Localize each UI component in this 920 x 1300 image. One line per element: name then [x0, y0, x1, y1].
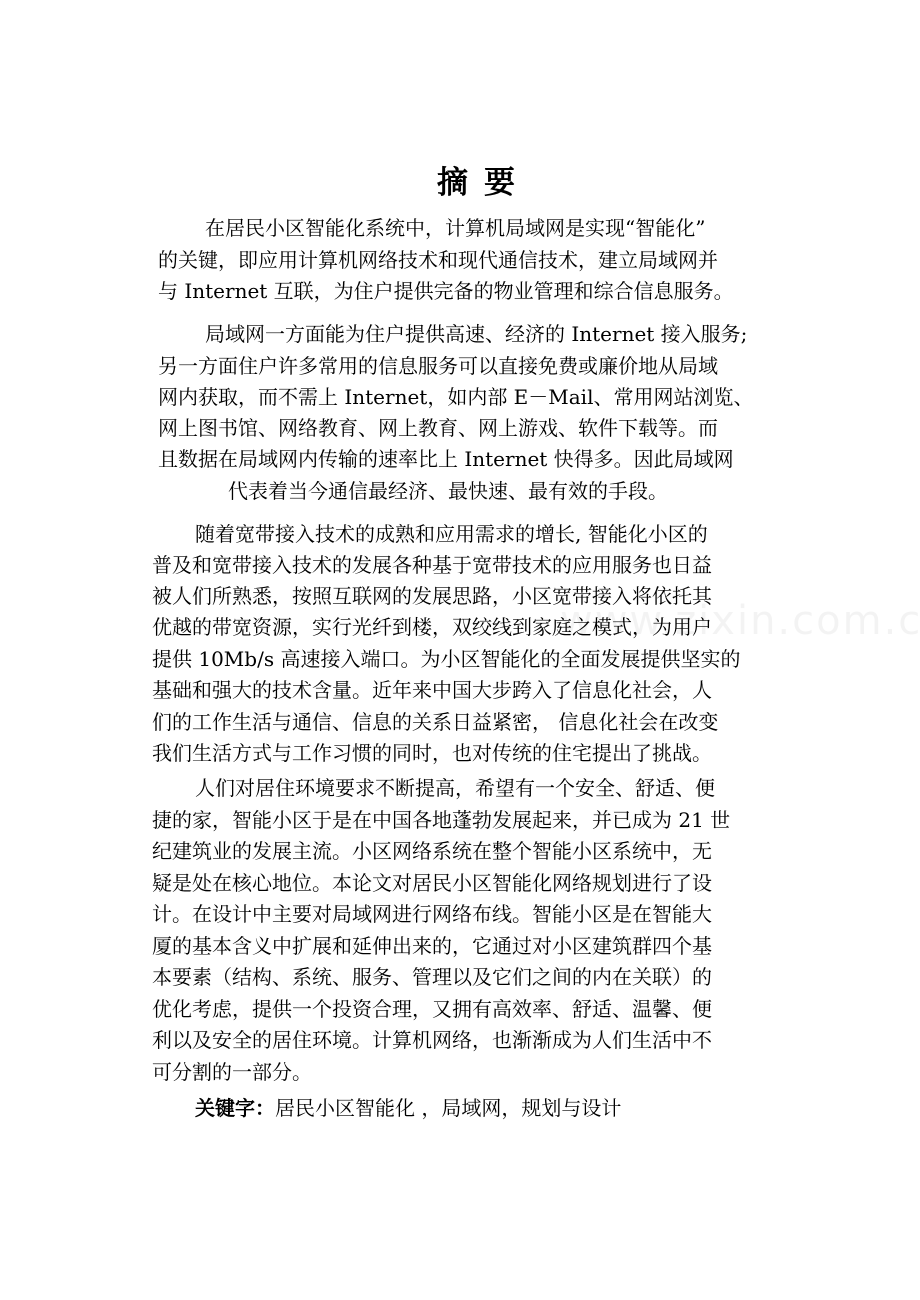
text-line: 计。在设计中主要对局域网进行网络布线。智能小区是在智能大: [152, 902, 712, 926]
text-line: 优化考虑，提供一个投资合理，又拥有高效率、舒适、温馨、便: [152, 997, 712, 1021]
text-line: 纪建筑业的发展主流。小区网络系统在整个智能小区系统中，无: [152, 839, 712, 863]
text-line: 随着宽带接入技术的成熟和应用需求的增长, 智能化小区的: [195, 522, 708, 546]
text-line: 代表着当今通信最经济、最快速、最有效的手段。: [228, 479, 668, 503]
text-line: 疑是处在核心地位。本论文对居民小区智能化网络规划进行了设: [152, 871, 712, 895]
text-line: 利以及安全的居住环境。计算机网络，也渐渐成为人们生活中不: [152, 1028, 712, 1052]
text-line: 捷的家，智能小区于是在中国各地蓬勃发展起来，并已成为 21 世: [152, 808, 731, 832]
text-line: 优越的带宽资源，实行光纤到楼，双绞线到家庭之模式，为用户: [152, 615, 712, 639]
text-line: 提供 10Mb/s 高速接入端口。为小区智能化的全面发展提供坚实的: [152, 647, 741, 671]
keywords-label: 关键字：: [195, 1096, 275, 1120]
text-line: 本要素（结构、系统、服务、管理以及它们之间的内在关联）的: [152, 965, 712, 989]
text-line: 局域网一方面能为住户提供高速、经济的 Internet 接入服务;: [205, 322, 748, 346]
text-line: 与 Internet 互联，为住户提供完备的物业管理和综合信息服务。: [158, 279, 734, 303]
text-line: 在居民小区智能化系统中，计算机局域网是实现“智能化”: [205, 216, 706, 240]
text-line: 被人们所熟悉，按照互联网的发展思路，小区宽带接入将依托其: [152, 584, 712, 608]
text-line: 们的工作生活与通信、信息的关系日益紧密， 信息化社会在改变: [152, 710, 719, 734]
text-line: 基础和强大的技术含量。近年来中国大步跨入了信息化社会，人: [152, 678, 712, 702]
text-line: 且数据在局域网内传输的速率比上 Internet 快得多。因此局域网: [158, 447, 734, 471]
text-line: 网上图书馆、网络教育、网上教育、网上游戏、软件下载等。而: [158, 416, 718, 440]
text-line: 可分割的一部分。: [152, 1060, 312, 1084]
text-line: 人们对居住环境要求不断提高，希望有一个安全、舒适、便: [195, 776, 715, 800]
keywords-line: [195, 1092, 621, 1124]
text-line: 的关键，即应用计算机网络技术和现代通信技术，建立局域网并: [158, 248, 718, 272]
keywords-text: 居民小区智能化 ，局域网，规划与设计: [275, 1096, 622, 1120]
text-line: 网内获取，而不需上 Internet，如内部 E－Mail、常用网站浏览、: [158, 385, 754, 409]
text-line: 另一方面住户许多常用的信息服务可以直接免费或廉价地从局域: [158, 354, 718, 378]
text-line: 厦的基本含义中扩展和延伸出来的，它通过对小区建筑群四个基: [152, 934, 712, 958]
text-line: 我们生活方式与工作习惯的同时，也对传统的住宅提出了挑战。: [152, 741, 712, 765]
page-title: 摘要: [437, 165, 531, 201]
text-line: 普及和宽带接入技术的发展各种基于宽带技术的应用服务也日益: [152, 553, 712, 577]
